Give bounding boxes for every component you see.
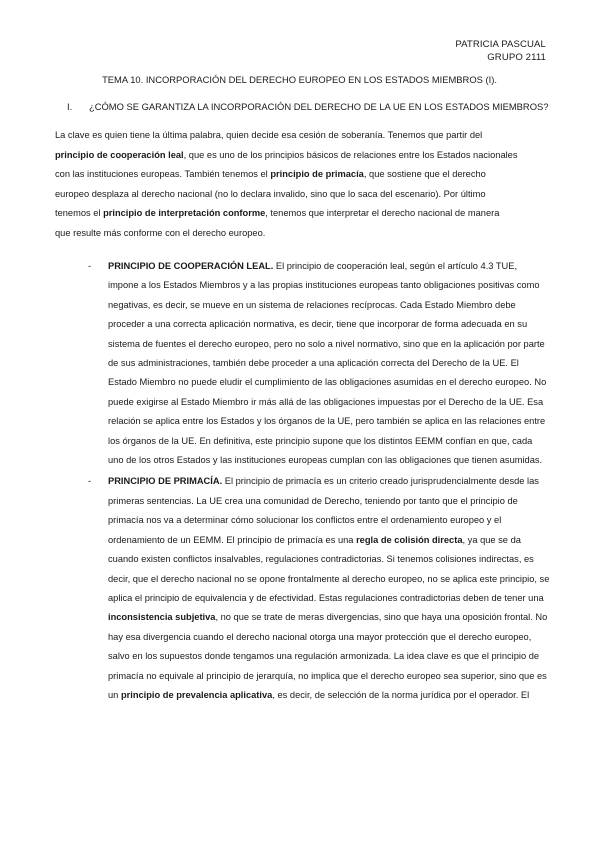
intro-text: , tenemos que interpretar el derecho nacional de manera [265, 208, 500, 219]
intro-line [55, 185, 545, 205]
intro-line [55, 126, 545, 146]
intro-text: , que sostiene que el derecho [363, 169, 486, 180]
section-title: ¿CÓMO SE GARANTIZA LA INCORPORACIÓN DEL DERECHO DE LA UE EN LOS ESTADOS MIEMBROS? [89, 101, 549, 112]
intro-line [55, 165, 545, 185]
intro-line [55, 224, 545, 244]
intro-text: europeo desplaza al derecho nacional (no lo declara invalido, sino que lo saca del escenario). Por último [55, 188, 486, 199]
intro-line [55, 204, 545, 224]
item-body: , ya que se da cuando existen conflictos insalvables, regulaciones contradictorias. Si tenemos colisiones indirectas, es decir, que el derecho nacional no se opone frontalmente al derecho europeo, no se aplica este principio, se aplica el principio de equivalencia y de efectividad. Estas regulaciones contradictorias deben de tener una [108, 534, 550, 603]
item-body: , no que se trate de meras divergencias, sino que haya una oposición frontal. No hay esa divergencia cuando el derecho nacional otorga una mayor protección que el derecho europeo, salvo en los supuestos donde tengamos una regulación armonizada. La idea clave es que el principio de primacía no equivale al principio de jerarquía, no implica que el derecho europeo sea superior, sino que es un [108, 612, 548, 700]
author-name: PATRICIA PASCUAL [455, 39, 546, 50]
section-number: I. [67, 101, 73, 112]
intro-text: tenemos el [55, 208, 104, 219]
item-heading: PRINCIPIO DE COOPERACIÓN LEAL. [108, 261, 274, 271]
item-body: El principio de primacía es un criterio creado jurisprudencialmente desde las primeras sentencias. La UE crea una comunidad de Derecho, teniendo por tanto que el principio de primacía nos va a determinar cómo solucionar los conflictos entre el ordenamiento europeo y el ordenamiento de un EEMM. El principio de primacía es una [108, 476, 539, 545]
section-heading [67, 101, 548, 113]
item-heading: PRINCIPIO DE PRIMACÍA. [108, 476, 223, 487]
intro-text: que resulte más conforme con el derecho europeo. [55, 227, 266, 238]
item-bold-term: principio de prevalencia aplicativa [120, 689, 273, 700]
list-dash: - [88, 476, 92, 487]
document-title: TEMA 10. INCORPORACIÓN DEL DERECHO EUROPEO EN LOS ESTADOS MIEMBROS (I). [102, 74, 497, 85]
intro-line [55, 146, 545, 166]
intro-paragraph [55, 126, 545, 244]
item-bold-term: regla de colisión directa [356, 534, 463, 545]
intro-text: La clave es quien tiene la última palabra, quien decide esa cesión de soberanía. Tenemos que partir del [55, 130, 483, 140]
principles-list [88, 257, 550, 705]
item-body: El principio de cooperación leal, según el artículo 4.3 TUE, impone a los Estados Miembros y a las propias instituciones europeas tanto obligaciones positivas como negativas, es decir, se mueve en un sistema de relaciones recíprocas. Cada Estado Miembro debe proceder a una correcta aplicación normativa, es decir, tiene que incorporar de forma adecuada en su sistema de fuentes el derecho europeo, pero no solo a nivel normativo, sino que en la aplicación por parte de sus administraciones, también debe proceder a una aplicación correcta del Derecho de la UE. El Estado Miembro no puede eludir el cumplimiento de las obligaciones asumidas en el derecho europeo. No puede exigirse al Estado Miembro ir más allá de las obligaciones impuestas por el Derecho de la UE. Esa relación se aplica entre los Estados y los órganos de la UE, pero también se aplica en las relaciones entre los órganos de la UE. En definitiva, este principio supone que los distintos EEMM confían en que, cada uno de los otros Estados y las instituciones europeas cumplan con las obligaciones que tienen asumidas. [108, 261, 547, 466]
item-body: , es decir, de selección de la norma jurídica por el operador. El [272, 689, 530, 700]
list-item-primacia [88, 472, 550, 705]
intro-bold-term: principio de interpretación conforme [103, 208, 266, 219]
intro-bold-term: principio de primacía [270, 169, 364, 180]
list-item-cooperacion-leal [88, 257, 550, 470]
list-dash: - [88, 261, 92, 271]
item-bold-term: inconsistencia subjetiva [108, 612, 216, 623]
intro-text: , que es uno de los principios básicos de relaciones entre los Estados nacionales [183, 149, 518, 160]
author-header [455, 38, 546, 64]
group-label: GRUPO 2111 [487, 52, 546, 63]
intro-text: con las instituciones europeas. También tenemos el [55, 169, 271, 180]
intro-bold-term: principio de cooperación leal [55, 149, 184, 160]
